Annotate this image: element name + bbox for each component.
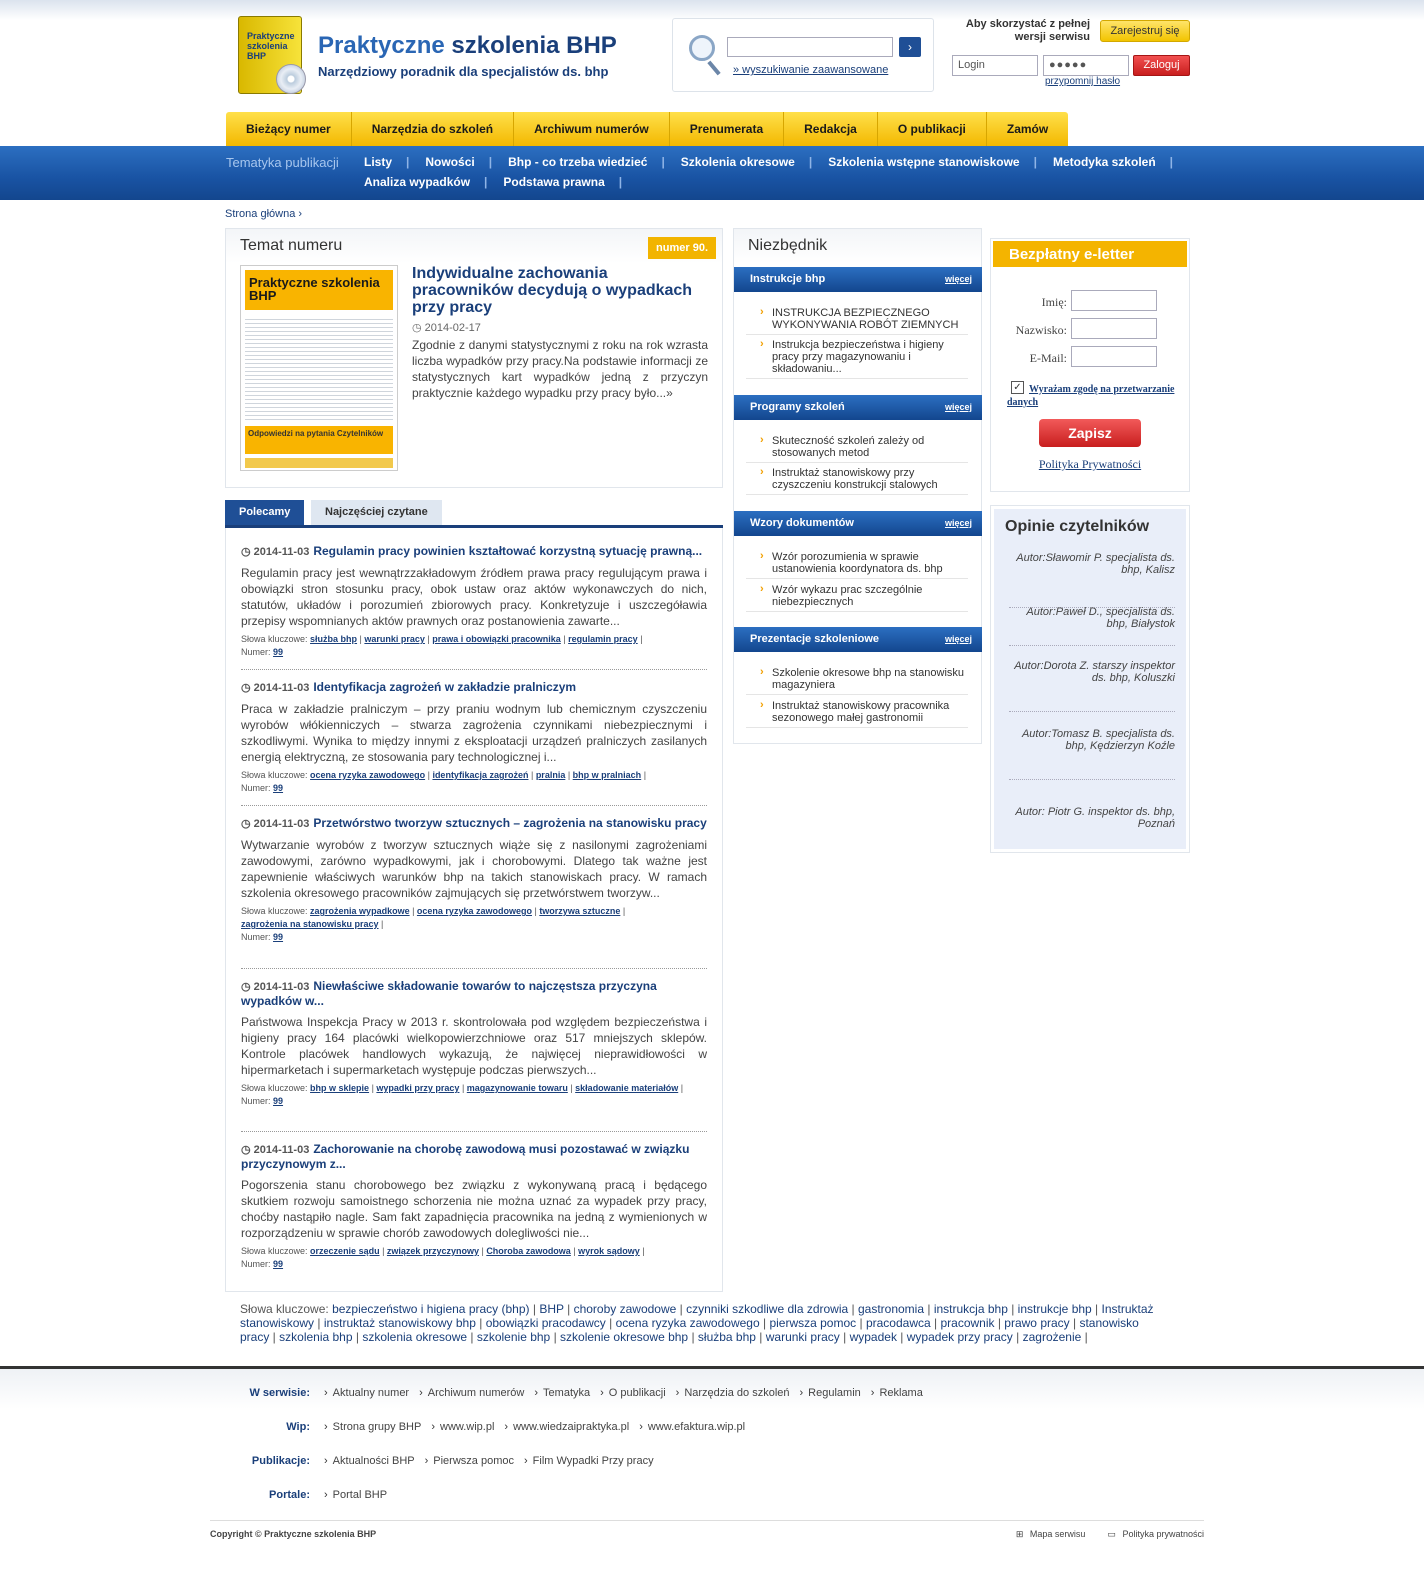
consent-label[interactable]: Wyrażam zgodę na przetwarzanie danych bbox=[1007, 384, 1175, 408]
footer-privacy-link[interactable]: Polityka prywatności bbox=[1122, 1529, 1204, 1539]
email-field[interactable] bbox=[1071, 346, 1157, 367]
copyright-bar bbox=[210, 1520, 1204, 1539]
search-button[interactable]: › bbox=[899, 37, 921, 57]
keyword-link[interactable]: szkolenia okresowe bbox=[362, 1330, 468, 1344]
cover-answer: Odpowiedzi na pytania Czytelników bbox=[245, 426, 393, 454]
search-input[interactable] bbox=[727, 37, 893, 57]
news-list bbox=[225, 528, 723, 1292]
temat-numeru-panel bbox=[225, 228, 723, 488]
topic-szkolenia-okresowe[interactable]: Szkolenia okresowe | bbox=[681, 155, 828, 169]
nav-item-prenumerata[interactable]: Prenumerata bbox=[670, 112, 784, 146]
more-link[interactable]: więcej bbox=[944, 518, 972, 528]
separator bbox=[241, 968, 707, 969]
search-box bbox=[672, 18, 934, 92]
main-nav bbox=[226, 112, 1068, 146]
keyword-link[interactable]: szkolenie okresowe bhp bbox=[560, 1330, 689, 1344]
cd-icon bbox=[276, 64, 306, 94]
keyword-link[interactable]: ocena ryzyka zawodowego bbox=[615, 1316, 760, 1330]
niez-link[interactable]: › Skuteczność szkoleń zależy od stosowanych metod bbox=[746, 435, 968, 463]
footer-link[interactable]: › Strona grupy BHP bbox=[324, 1421, 421, 1433]
top-gradient bbox=[0, 0, 1424, 20]
niezbednik-header: Niezbędnik bbox=[734, 229, 981, 263]
nav-item-archiwum[interactable]: Archiwum numerów bbox=[514, 112, 670, 146]
news-date: ◷ 2014-11-03 bbox=[241, 818, 310, 830]
news-keywords: Słowa kluczowe: służba bhp | warunki pracy | prawa i obowiązki pracownika | regulamin pracy | Numer: 99 bbox=[241, 634, 643, 657]
news-title[interactable]: Niewłaściwe składowanie towarów to najczęstsza przyczyna wypadków w... bbox=[241, 979, 657, 1008]
news-date: ◷ 2014-11-03 bbox=[241, 682, 310, 694]
keyword-link[interactable]: gastronomia bbox=[857, 1302, 925, 1316]
sitemap-icon: ⊞ bbox=[1015, 1529, 1024, 1539]
consent-checkbox[interactable]: ✓ bbox=[1011, 381, 1024, 394]
keyword-link[interactable]: Instruktaż stanowiskowy bbox=[240, 1302, 1154, 1330]
news-title[interactable]: Regulamin pracy powinien kształtować korzystną sytuację prawną... bbox=[313, 544, 703, 558]
footer-link[interactable]: › Pierwsza pomoc bbox=[425, 1455, 514, 1467]
tab-polecamy[interactable]: Polecamy bbox=[225, 500, 304, 525]
subscribe-button[interactable]: Zapisz bbox=[1039, 419, 1141, 447]
news-title[interactable]: Przetwórstwo tworzyw sztucznych – zagrożenia na stanowisku pracy bbox=[313, 816, 707, 830]
privacy-icon: ▭ bbox=[1107, 1529, 1116, 1539]
footer-label: Wip: bbox=[286, 1421, 310, 1433]
more-link[interactable]: więcej bbox=[944, 274, 972, 284]
niez-link[interactable]: › Szkolenie okresowe bhp na stanowisku magazyniera bbox=[746, 667, 968, 695]
book-label: Praktyczne szkolenia BHP bbox=[247, 31, 295, 61]
topics-label: Tematyka publikacji bbox=[226, 155, 339, 170]
eletter-header: Bezpłatny e-letter bbox=[991, 239, 1189, 269]
label-nazwisko: Nazwisko: bbox=[1015, 323, 1067, 337]
keyword-link[interactable]: pierwsza pomoc bbox=[769, 1316, 857, 1330]
more-link[interactable]: więcej bbox=[944, 402, 972, 412]
news-title[interactable]: Identyfikacja zagrożeń w zakładzie pralniczym bbox=[313, 680, 577, 694]
news-keywords: Słowa kluczowe: ocena ryzyka zawodowego | identyfikacja zagrożeń | pralnia | bhp w pralniach | Numer: 99 bbox=[241, 770, 647, 793]
cover-title: Praktyczne szkolenia BHP bbox=[245, 270, 393, 310]
topic-podstawa[interactable]: Podstawa prawna | bbox=[503, 175, 638, 189]
issue-badge: numer 90. bbox=[648, 237, 716, 259]
keyword-link[interactable]: czynniki szkodliwe dla zdrowia bbox=[686, 1302, 849, 1316]
logo-subtitle: Narzędziowy poradnik dla specjalistów ds. bhp bbox=[318, 64, 609, 79]
opinion-author: Autor:Sławomir P. specjalista ds. bhp, Kalisz bbox=[1009, 552, 1175, 608]
niez-link[interactable]: › Instruktaż stanowiskowy przy czyszczeniu konstrukcji stalowych bbox=[746, 467, 968, 495]
news-text: Wytwarzanie wyrobów z tworzyw sztucznych wiąże się z nasilonymi zagrożeniami zawodowymi, zarówno wypadkowymi, jak i chorobowymi. Dlatego tak ważne jest zapewnienie właściwych warunków bhp na takich stanowiskach pracy. W ramach szkolenia okresowego pracowników zajmujących się przetwórstwem tworzyw... bbox=[241, 838, 707, 900]
keyword-link[interactable]: obowiązki pracodawcy bbox=[485, 1316, 606, 1330]
password-input[interactable]: ●●●●● bbox=[1043, 55, 1129, 76]
nav-item-zamow[interactable]: Zamów bbox=[1006, 122, 1049, 136]
imie-field[interactable] bbox=[1071, 290, 1157, 311]
news-text: Państwowa Inspekcja Pracy w 2013 r. skontrolowała pod względem bezpieczeństwa i higieny pracy 164 placówki wielkopowierzchniowe oraz 517 mniejszych sklepów. Kontrole placówek handlowych wykazują, że najwięcej nieprawidłowości w hipermarketach i supermarketach występuje podczas pierwszych... bbox=[241, 1015, 707, 1077]
keyword-link[interactable]: pracownik bbox=[940, 1316, 995, 1330]
nav-item-narzedzia[interactable]: Narzędzia do szkoleń bbox=[352, 112, 514, 146]
section-programy: Programy szkoleń więcej bbox=[734, 395, 982, 420]
keyword-link[interactable]: instrukcja bhp bbox=[933, 1302, 1008, 1316]
login-button[interactable]: Zaloguj bbox=[1133, 55, 1190, 76]
opinion-author: Autor:Tomasz B. specjalista ds. bhp, Kędzierzyn Koźle bbox=[1009, 728, 1175, 780]
separator bbox=[241, 805, 707, 806]
footer-link[interactable]: › Portal BHP bbox=[324, 1489, 387, 1501]
login-input[interactable]: Login bbox=[952, 55, 1038, 76]
footer-link[interactable]: › www.wiedzaipraktyka.pl bbox=[504, 1421, 629, 1433]
sitemap-link[interactable]: Mapa serwisu bbox=[1029, 1529, 1086, 1539]
keyword-link[interactable]: zagrożenie bbox=[1022, 1330, 1082, 1344]
privacy-link[interactable]: Polityka Prywatności bbox=[1038, 457, 1142, 471]
topic-bhp[interactable]: Bhp - co trzeba wiedzieć | bbox=[508, 155, 681, 169]
news-date: ◷ 2014-11-03 bbox=[241, 981, 310, 993]
login-area bbox=[950, 18, 1190, 90]
section-instrukcje: Instrukcje bhp więcej bbox=[734, 267, 982, 292]
niez-link[interactable]: › Wzór wykazu prac szczególnie niebezpiecznych bbox=[746, 584, 968, 612]
niez-link[interactable]: › INSTRUKCJA BEZPIECZNEGO WYKONYWANIA ROBÓT ZIEMNYCH bbox=[746, 307, 968, 335]
topic-nowosci[interactable]: Nowości | bbox=[425, 155, 508, 169]
separator bbox=[241, 669, 707, 670]
nav-item-redakcja[interactable]: Redakcja bbox=[784, 112, 878, 146]
topic-metodyka[interactable]: Metodyka szkoleń | bbox=[1053, 155, 1189, 169]
news-text: Pogorszenia stanu chorobowego bez związku z wykonywaną pracą i będącego skutkiem rozwoju samoistnego schorzenia nie można uznać za wypadek przy pracy, choćby nastąpiło nagle. Sam fakt zapadnięcia pracownika na jedną z wymienionych w rozporządzeniu w sprawie chorób zawodowych dolegliwości nie... bbox=[241, 1178, 707, 1240]
footer-link[interactable]: › Narzędzia do szkoleń bbox=[676, 1387, 790, 1399]
footer-label: Publikacje: bbox=[251, 1455, 310, 1467]
news-item bbox=[241, 979, 707, 1108]
keyword-link[interactable]: BHP bbox=[539, 1302, 564, 1316]
topic-szkolenia-wstepne[interactable]: Szkolenia wstępne stanowiskowe | bbox=[828, 155, 1053, 169]
breadcrumb[interactable]: Strona główna › bbox=[225, 208, 303, 220]
login-message: Aby skorzystać z pełnej wersji serwisu bbox=[965, 18, 1090, 43]
news-date: ◷ 2014-11-03 bbox=[241, 546, 310, 558]
news-keywords: Słowa kluczowe: bhp w sklepie | wypadki przy pracy | magazynowanie towaru | składowanie materiałów | Numer: 99 bbox=[241, 1083, 684, 1106]
opinion-author: Autor:Paweł D., specjalista ds. bhp, Białystok bbox=[1009, 606, 1175, 646]
copyright-text: Copyright © Praktyczne szkolenia BHP bbox=[210, 1529, 377, 1539]
keyword-link[interactable]: choroby zawodowe bbox=[573, 1302, 677, 1316]
footer-link[interactable]: › Reklama bbox=[871, 1387, 923, 1399]
section-wzory: Wzory dokumentów więcej bbox=[734, 511, 982, 536]
footer-link[interactable]: › Regulamin bbox=[800, 1387, 861, 1399]
cover-footer bbox=[245, 458, 393, 468]
keyword-link[interactable]: szkolenie bhp bbox=[476, 1330, 551, 1344]
news-date: ◷ 2014-11-03 bbox=[241, 1144, 310, 1156]
remember-password-link[interactable]: przypomnij hasło bbox=[1045, 76, 1121, 87]
footer-label: W serwisie: bbox=[249, 1387, 310, 1399]
topics-bar bbox=[0, 146, 1424, 200]
magnifier-icon bbox=[689, 35, 715, 61]
temat-lead: Zgodnie z danymi statystycznymi z roku na rok wzrasta liczba wypadków przy pracy.Na podstawie informacji ze statystycznych kart wypadków jedną z przyczyn praktycznie każdego wypadku przy pracy było...» bbox=[412, 338, 708, 400]
keyword-link[interactable]: wypadek przy pracy bbox=[906, 1330, 1013, 1344]
footer-link[interactable]: › www.efaktura.wip.pl bbox=[639, 1421, 745, 1433]
niez-link[interactable]: › Wzór porozumienia w sprawie ustanowienia koordynatora ds. bhp bbox=[746, 551, 968, 579]
keyword-link[interactable]: prawo pracy bbox=[1004, 1316, 1070, 1330]
keyword-link[interactable]: pracodawca bbox=[865, 1316, 931, 1330]
footer-link[interactable]: › Film Wypadki Przy pracy bbox=[524, 1455, 654, 1467]
keyword-link[interactable]: szkolenia bhp bbox=[279, 1330, 353, 1344]
eletter-panel bbox=[990, 238, 1190, 492]
advanced-search-link[interactable]: » wyszukiwanie zaawansowane bbox=[733, 64, 889, 76]
footer-link[interactable]: › Aktualny numer bbox=[324, 1387, 409, 1399]
topic-listy[interactable]: Listy | bbox=[364, 155, 425, 169]
footer-link[interactable]: › Archiwum numerów bbox=[419, 1387, 524, 1399]
news-text: Praca w zakładzie pralniczym – przy praniu wodnym lub chemicznym czyszczeniu wyrobów włókienniczych – stwarza zagrożenia czynnikami niebezpiecznymi i szkodliwymi. Wynika to między innymi z eksploatacji urządzeń pralniczych zasilanych energią elektryczną, ze stosowania pary technologicznej i... bbox=[241, 702, 707, 764]
temat-header: Temat numeru bbox=[226, 229, 722, 263]
footer-link[interactable]: › Aktualności BHP bbox=[324, 1455, 415, 1467]
separator bbox=[241, 1131, 707, 1132]
footer-link[interactable]: › O publikacji bbox=[600, 1387, 666, 1399]
keyword-link[interactable]: stanowisko pracy bbox=[240, 1316, 1139, 1344]
opinion-author: Autor:Dorota Z. starszy inspektor ds. bhp, Koluszki bbox=[1009, 660, 1175, 712]
temat-title[interactable]: Indywidualne zachowania pracowników decydują o wypadkach przy pracy bbox=[412, 265, 693, 316]
label-imie: Imię: bbox=[1041, 295, 1067, 309]
footer-link[interactable]: › Tematyka bbox=[534, 1387, 590, 1399]
niez-link[interactable]: › Instrukcja bezpieczeństwa i higieny pracy przy magazynowaniu i składowaniu... bbox=[746, 339, 968, 379]
keyword-link[interactable]: instrukcje bhp bbox=[1017, 1302, 1092, 1316]
news-item bbox=[241, 816, 707, 944]
opinions-header: Opinie czytelników bbox=[1005, 518, 1150, 535]
keyword-link[interactable]: instruktaż stanowiskowy bhp bbox=[323, 1316, 476, 1330]
tab-najczesciej[interactable]: Najczęściej czytane bbox=[311, 500, 442, 525]
news-text: Regulamin pracy jest wewnątrzzakładowym źródłem prawa pracy regulującym prawa i obowiązki stron stosunku pracy, obok ustaw oraz aktów wykonawczych do nich, statutów, układów i porozumień zbiorowych pracy. Konkretyzuje i uszczegóławia przepisy wspomnianych aktów prawnych oraz postanowienia zawarte... bbox=[241, 566, 707, 628]
issue-cover[interactable] bbox=[240, 265, 398, 471]
nav-item-biezacy[interactable]: Bieżący numer bbox=[226, 112, 352, 146]
keywords-label: Słowa kluczowe: bbox=[240, 1302, 329, 1316]
keyword-link[interactable]: bezpieczeństwo i higiena pracy (bhp) bbox=[332, 1302, 530, 1316]
niez-link[interactable]: › Instruktaż stanowiskowy pracownika sezonowego małej gastronomii bbox=[746, 700, 968, 728]
keyword-link[interactable]: służba bhp bbox=[697, 1330, 756, 1344]
site-logo[interactable] bbox=[232, 14, 652, 100]
nazwisko-field[interactable] bbox=[1071, 318, 1157, 339]
register-button[interactable]: Zarejestruj się bbox=[1100, 20, 1190, 42]
logo-title: Praktyczne szkolenia BHP bbox=[318, 32, 617, 59]
news-keywords: Słowa kluczowe: orzeczenie sądu | związek przyczynowy | Choroba zawodowa | wyrok sądowy | Numer: 99 bbox=[241, 1246, 645, 1269]
temat-date: ◷ 2014-02-17 bbox=[412, 322, 481, 334]
news-item bbox=[241, 1142, 707, 1271]
keywords-cloud: Słowa kluczowe: bezpieczeństwo i higiena pracy (bhp) | BHP | choroby zawodowe | czynniki szkodliwe dla zdrowia | gastronomia | instrukcja bhp | instrukcje bhp | Instruktaż stanowiskowy | instruktaż stanowiskowy bhp | obowiązki pracodawcy | ocena ryzyka zawodowego | pierwsza pomoc | pracodawca | pracownik | prawo pracy | stanowisko pracy | szkolenia bhp | szkolenia okresowe | szkolenie bhp | szkolenie okresowe bhp | służba bhp | warunki pracy | wypadek | wypadek przy pracy | zagrożenie | bbox=[240, 1302, 1154, 1344]
nav-item-o-publikacji[interactable]: O publikacji bbox=[878, 112, 987, 146]
niezbednik-panel bbox=[733, 228, 982, 744]
section-prezentacje: Prezentacje szkoleniowe więcej bbox=[734, 627, 982, 652]
label-email: E-Mail: bbox=[1029, 351, 1067, 365]
news-tabs bbox=[225, 500, 723, 528]
news-title[interactable]: Zachorowanie na chorobę zawodową musi pozostawać w związku przyczynowym z... bbox=[241, 1142, 690, 1171]
more-link[interactable]: więcej bbox=[944, 634, 972, 644]
footer-label: Portale: bbox=[269, 1489, 310, 1501]
topic-analiza[interactable]: Analiza wypadków | bbox=[364, 175, 503, 189]
opinions-panel bbox=[990, 505, 1190, 853]
keyword-link[interactable]: wypadek bbox=[849, 1330, 897, 1344]
news-keywords: Słowa kluczowe: zagrożenia wypadkowe | ocena ryzyka zawodowego | tworzywa sztuczne | zagrożenia na stanowisku pracy | Numer: 99 bbox=[241, 906, 626, 942]
cover-lines bbox=[245, 316, 393, 420]
footer-link[interactable]: › www.wip.pl bbox=[431, 1421, 494, 1433]
keyword-link[interactable]: warunki pracy bbox=[765, 1330, 840, 1344]
news-item bbox=[241, 680, 707, 795]
opinion-author: Autor: Piotr G. inspektor ds. bhp, Poznań bbox=[1015, 806, 1175, 830]
news-item bbox=[241, 544, 707, 659]
